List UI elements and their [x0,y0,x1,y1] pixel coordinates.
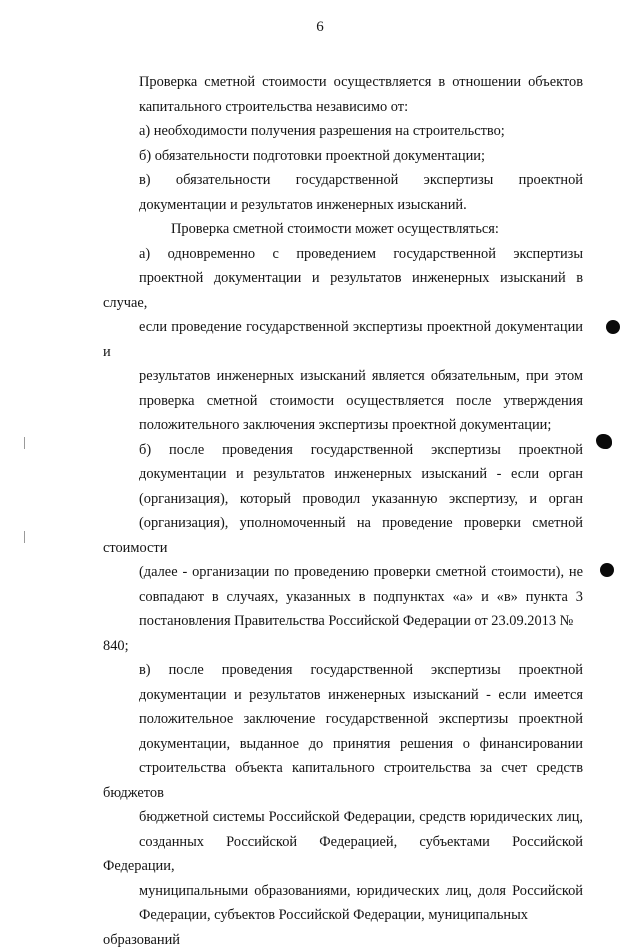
text-line: если проведение государственной экспертизы проектной документации и [103,319,583,360]
text-line: проектной документации и результатов инженерных изысканий в случае, [103,270,583,311]
text-line: результатов инженерных изысканий является обязательным, при этом [139,368,583,384]
paragraph-option-a [103,242,583,438]
text-line: а) одновременно с проведением государственной экспертизы [139,245,583,262]
text-line: в) после проведения государственной экспертизы проектной [139,662,583,678]
text-line: совпадают в случаях, указанных в подпунктах «а» и «в» пункта 3 [139,588,583,605]
text-line: (организация), который проводил указанную экспертизу, и орган [139,490,583,507]
paragraph-item-v [103,168,583,217]
text-line: созданных Российской Федерацией, субъектами Российской Федерации, [103,833,583,874]
binder-hole-mark [600,563,614,577]
scan-margin-mark [24,437,25,449]
text-line: а) необходимости получения разрешения на строительство; [139,123,505,139]
text-line: Проверка сметной стоимости может осуществляться: [171,221,499,237]
text-line: бюджетной системы Российской Федерации, средств юридических лиц, [139,809,583,825]
text-line: документации, выданное до принятия решения о финансировании [139,735,583,752]
text-line: положительное заключение государственной экспертизы проектной [139,711,583,727]
text-line: положительного заключения экспертизы проектной документации; [139,417,552,433]
page-number: 6 [316,19,324,35]
text-line: документации и результатов инженерных изысканий - если орган [139,466,583,482]
text-line: в) обязательности государственной экспертизы проектной [139,172,583,188]
paragraph-option-v [103,658,583,952]
text-line: Проверка сметной стоимости осуществляется в отношении объектов [139,74,583,90]
text-line: б) после проведения государственной экспертизы проектной [139,441,583,458]
paragraph-heading [103,217,583,242]
text-line: постановления Правительства Российской Федерации от 23.09.2013 № 840; [103,613,574,654]
paragraph-intro [103,70,583,119]
text-line: Федерации, субъектов Российской Федерации, муниципальных образований [103,907,528,948]
text-line: капитального строительства независимо от: [139,98,409,115]
text-line: (организация), уполномоченный на проведение проверки сметной стоимости [103,515,583,556]
text-line: документации и результатов инженерных изысканий - если имеется [139,686,583,703]
paragraph-option-b [103,438,583,659]
text-line: документации и результатов инженерных изысканий. [139,196,467,213]
document-body [103,70,583,952]
text-line: (далее - организации по проведению проверки сметной стоимости), не [139,564,583,580]
text-line: б) обязательности подготовки проектной документации; [139,147,485,164]
paragraph-item-b [103,144,583,169]
binder-hole-mark [596,434,612,449]
paragraph-item-a [103,119,583,144]
binder-hole-mark [606,320,620,334]
text-line: муниципальными образованиями, юридических лиц, доля Российской [139,882,583,899]
scan-margin-mark [24,531,25,543]
text-line: строительства объекта капитального строительства за счет средств бюджетов [103,760,583,801]
text-line: проверка сметной стоимости осуществляется после утверждения [139,392,583,409]
